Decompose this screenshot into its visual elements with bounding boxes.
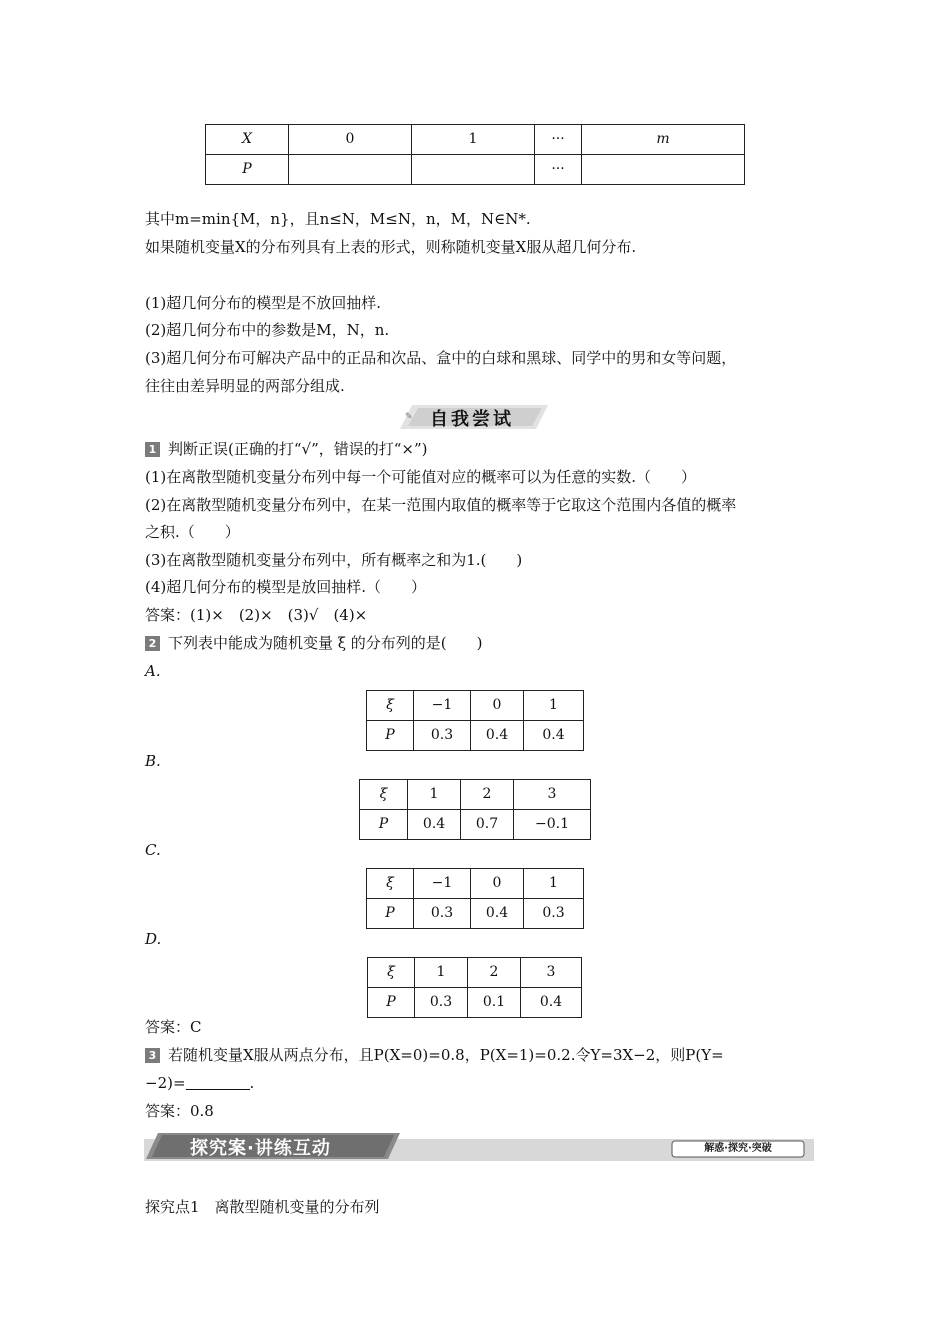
table-row <box>367 691 584 721</box>
self-test-banner <box>400 403 550 431</box>
option-b-label: B. <box>145 752 161 770</box>
note-3b: 往往由差异明显的两部分组成. <box>145 377 345 395</box>
table-cell: −1 <box>414 691 471 721</box>
table-cell: 0.4 <box>408 810 461 840</box>
table-cell: 0.1 <box>468 988 521 1018</box>
q1-statement-2a: (2)在离散型随机变量分布列中，在某一范围内取值的概率等于它取这个范围内各值的概率 <box>145 496 737 514</box>
table-cell: 3 <box>521 958 582 988</box>
svg-text:✎: ✎ <box>405 412 413 422</box>
table-cell: P <box>360 810 408 840</box>
option-d-label: D. <box>145 930 162 948</box>
table-cell: 3 <box>514 780 591 810</box>
q3-number-badge: 3 <box>145 1048 160 1063</box>
q2-stem-line <box>145 632 483 654</box>
definition-text: 如果随机变量X的分布列具有上表的形式，则称随机变量X服从超几何分布. <box>145 238 637 256</box>
table-cell: ξ <box>367 691 414 721</box>
q1-stem: 判断正误(正确的打“√”，错误的打“×”) <box>168 440 428 458</box>
table-cell: 2 <box>468 958 521 988</box>
table-cell: 1 <box>412 125 535 155</box>
table-cell: 0 <box>471 869 524 899</box>
banner-title: 自我尝试 <box>430 409 514 430</box>
table-cell: 0.4 <box>471 721 524 751</box>
table-row <box>368 988 582 1018</box>
note-2: (2)超几何分布中的参数是M，N，n. <box>145 321 390 339</box>
option-a-label: A. <box>145 662 161 680</box>
explore-banner <box>144 1131 814 1161</box>
table-cell: ··· <box>535 125 582 155</box>
note-1: (1)超几何分布的模型是不放回抽样. <box>145 294 382 312</box>
table-row <box>367 899 584 929</box>
q2-stem: 下列表中能成为随机变量 ξ 的分布列的是( ) <box>168 634 483 652</box>
table-cell: −0.1 <box>514 810 591 840</box>
table-cell: ξ <box>367 869 414 899</box>
option-b-table <box>359 779 591 840</box>
q1-statement-4: (4)超几何分布的模型是放回抽样.（ ） <box>145 578 427 596</box>
table-cell: m <box>582 125 745 155</box>
q2-answer: 答案：C <box>145 1018 202 1036</box>
option-a-table <box>366 690 584 751</box>
table-cell: 0.7 <box>461 810 514 840</box>
table-cell: 0 <box>471 691 524 721</box>
table-cell <box>412 155 535 185</box>
table-cell: 0.3 <box>415 988 468 1018</box>
definition-condition: 其中m=min{M，n}，且n≤N，M≤N，n，M，N∈N*. <box>145 210 531 228</box>
q3-stem-line <box>145 1044 724 1066</box>
table-row <box>368 958 582 988</box>
table-cell <box>289 155 412 185</box>
table-cell: 0.3 <box>524 899 584 929</box>
q3-stem-c: . <box>249 1074 255 1092</box>
table-row <box>360 780 591 810</box>
q2-number-badge: 2 <box>145 636 160 651</box>
table-cell: 0 <box>289 125 412 155</box>
table-cell <box>582 155 745 185</box>
table-row <box>206 125 745 155</box>
table-cell: 0.3 <box>414 721 471 751</box>
table-cell: ··· <box>535 155 582 185</box>
table-cell: ξ <box>360 780 408 810</box>
q1-answer: 答案：(1)× (2)× (3)√ (4)× <box>145 606 368 624</box>
note-3a: (3)超几何分布可解决产品中的正品和次品、盒中的白球和黑球、同学中的男和女等问题， <box>145 349 737 367</box>
option-c-table <box>366 868 584 929</box>
answer-blank <box>186 1075 250 1090</box>
option-c-label: C. <box>145 841 161 859</box>
table-cell: P <box>368 988 415 1018</box>
table-row <box>206 155 745 185</box>
table-cell: 1 <box>524 869 584 899</box>
q3-stem-line-2 <box>145 1072 254 1094</box>
distribution-table <box>205 124 745 185</box>
q1-statement-2b: 之积.（ ） <box>145 523 240 541</box>
q1-stem-line <box>145 438 428 460</box>
table-cell: ξ <box>368 958 415 988</box>
q1-number-badge: 1 <box>145 442 160 457</box>
q1-statement-3: (3)在离散型随机变量分布列中，所有概率之和为1.( ) <box>145 551 523 569</box>
q3-answer: 答案：0.8 <box>145 1102 214 1120</box>
table-cell: P <box>367 899 414 929</box>
table-cell: 1 <box>408 780 461 810</box>
table-cell: 1 <box>415 958 468 988</box>
table-cell: 0.3 <box>414 899 471 929</box>
q1-statement-1: (1)在离散型随机变量分布列中每一个可能值对应的概率可以为任意的实数.（ ） <box>145 468 697 486</box>
section-heading: 探究点1 离散型随机变量的分布列 <box>145 1198 380 1216</box>
q3-stem-b: −2)= <box>145 1074 186 1092</box>
table-cell: 0.4 <box>521 988 582 1018</box>
table-row <box>367 721 584 751</box>
banner-title: 探究案·讲练互动 <box>190 1138 331 1159</box>
banner-tag: 解惑·探究·突破 <box>704 1143 772 1154</box>
q3-stem-a: 若随机变量X服从两点分布，且P(X=0)=0.8，P(X=1)=0.2.令Y=3X−2，则P(Y= <box>168 1046 724 1064</box>
table-cell: X <box>206 125 289 155</box>
table-cell: 0.4 <box>471 899 524 929</box>
table-cell: P <box>206 155 289 185</box>
table-row <box>367 869 584 899</box>
table-cell: 2 <box>461 780 514 810</box>
table-cell: P <box>367 721 414 751</box>
table-cell: 0.4 <box>524 721 584 751</box>
table-row <box>360 810 591 840</box>
table-cell: −1 <box>414 869 471 899</box>
option-d-table <box>367 957 582 1018</box>
table-cell: 1 <box>524 691 584 721</box>
